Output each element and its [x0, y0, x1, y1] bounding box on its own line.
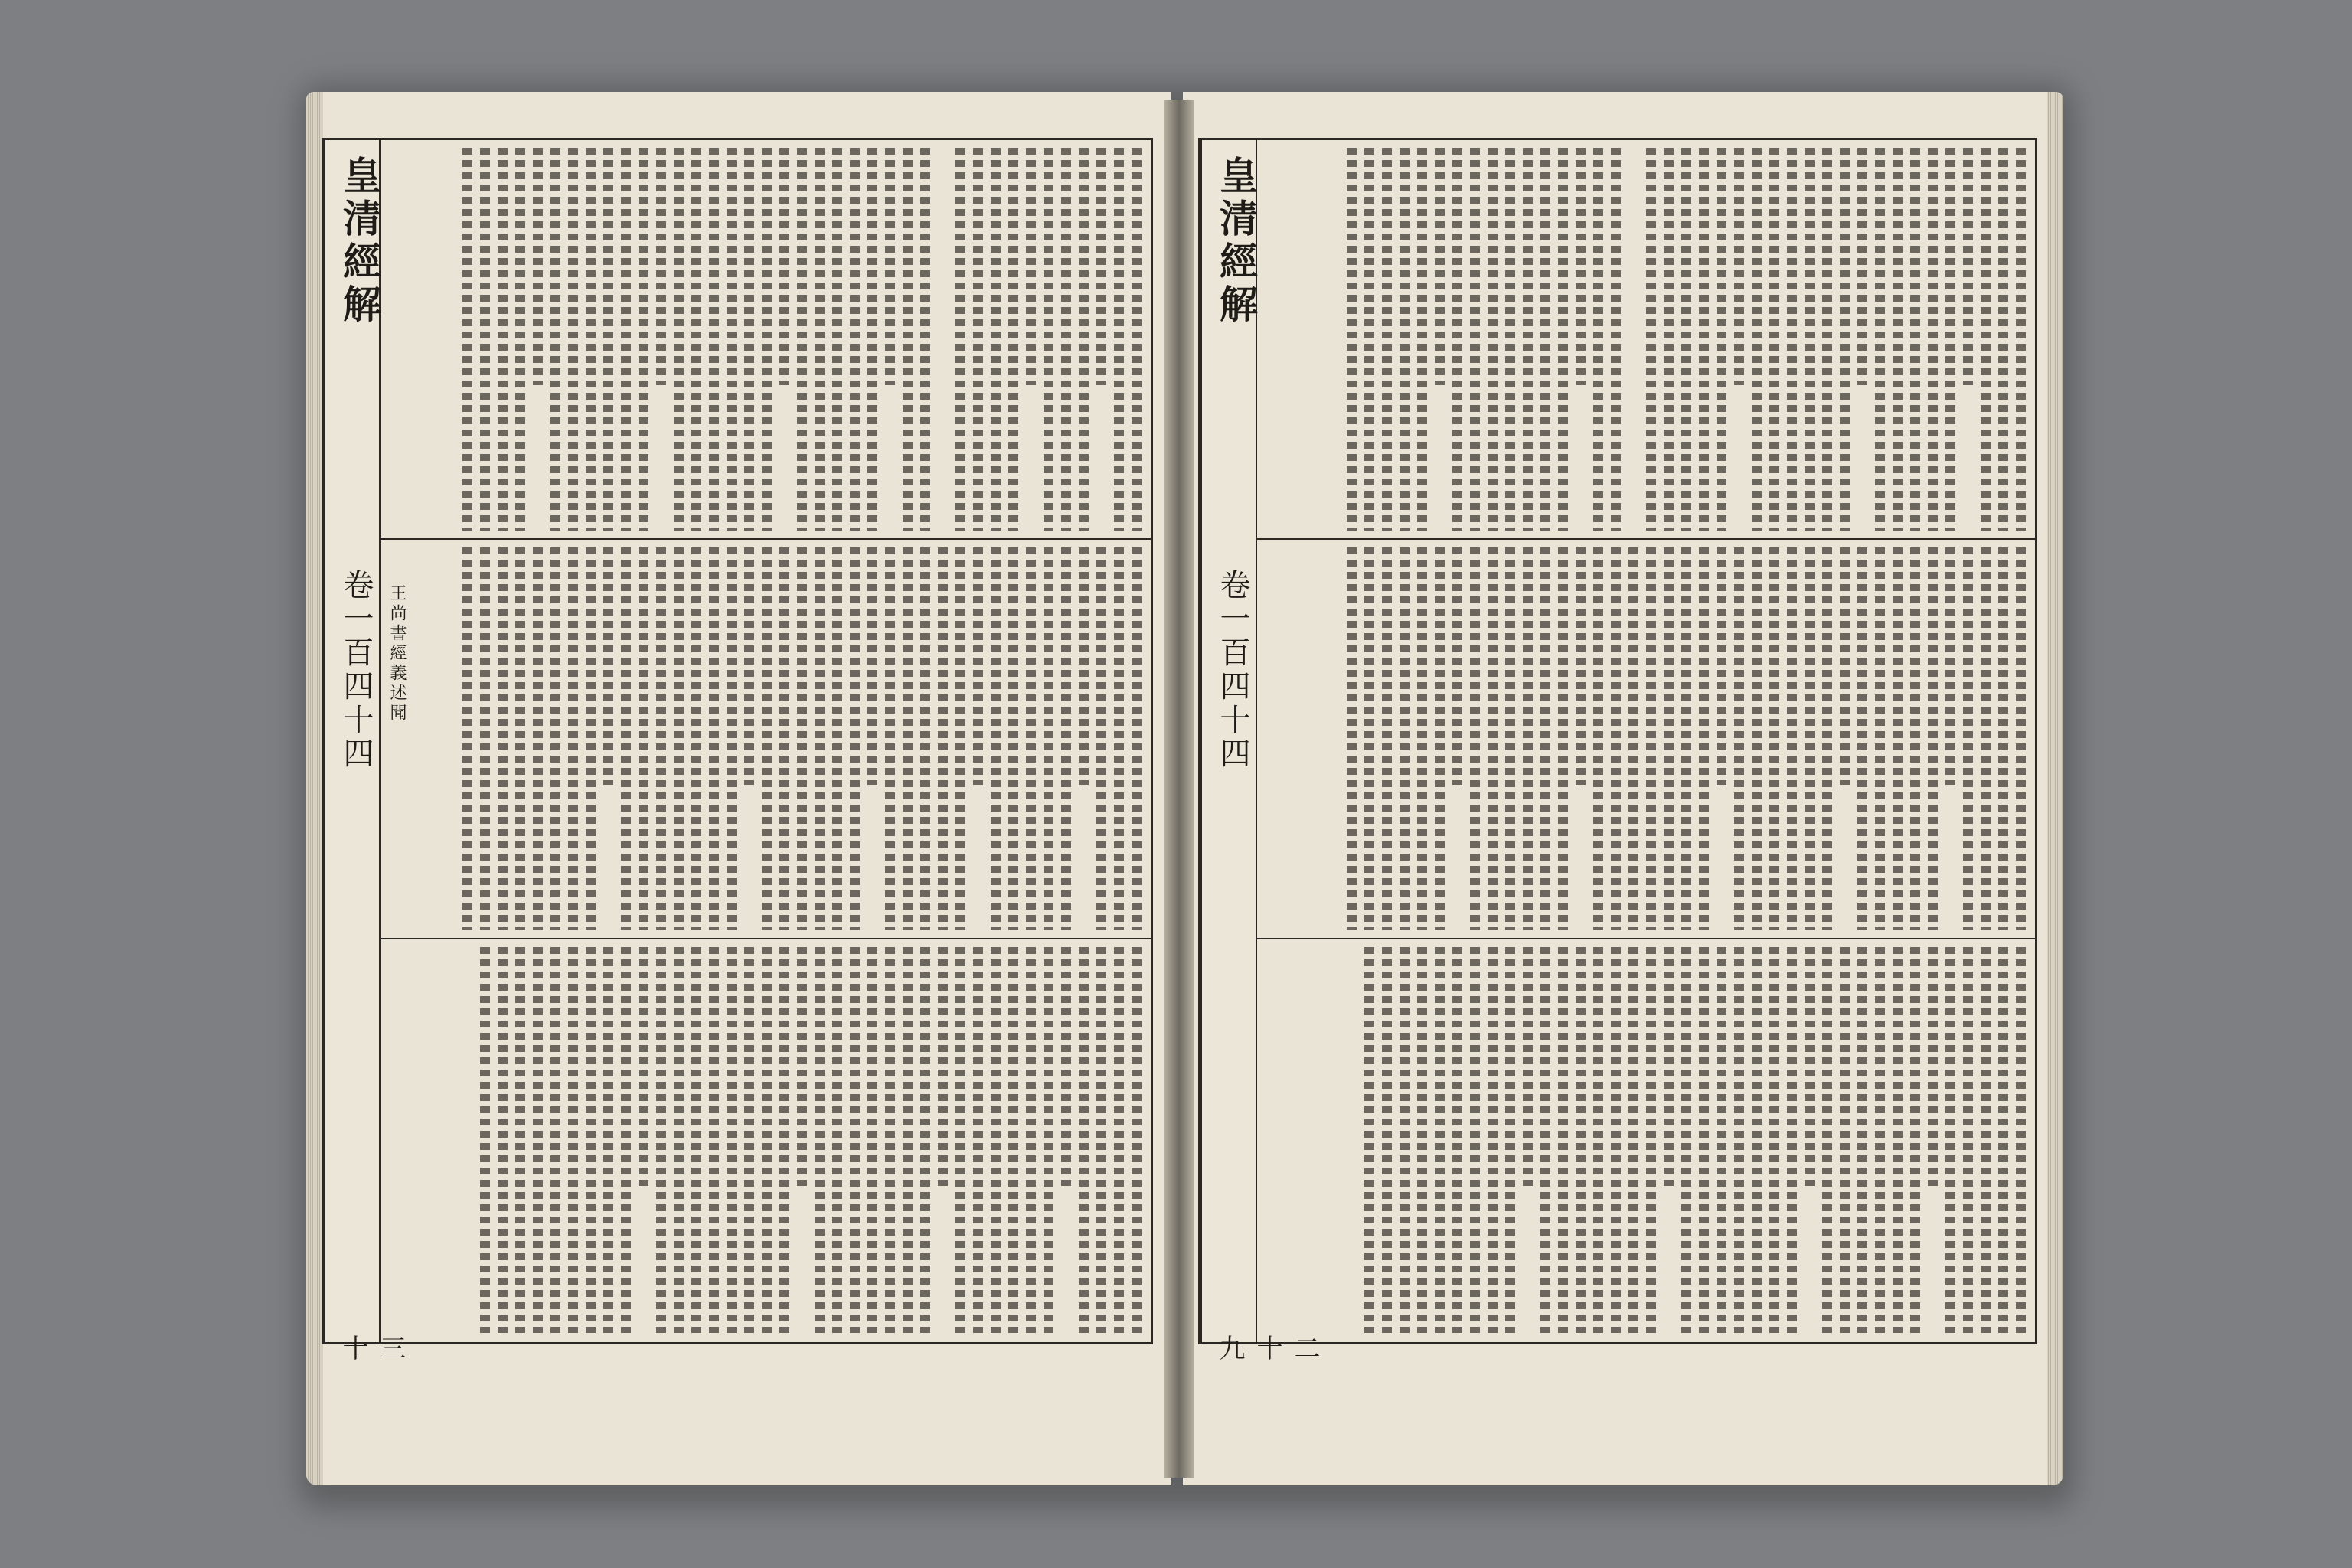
left-text-frame [322, 138, 1153, 1361]
book-subtitle: 王尚書經義述聞 [387, 584, 407, 724]
text-columns [393, 547, 1142, 930]
text-columns [393, 947, 1142, 1333]
left-band-top [324, 140, 1151, 540]
right-title-strip [1200, 140, 1320, 1361]
running-head: 皇清經解 [1214, 155, 1259, 327]
book-gutter [1164, 100, 1194, 1478]
running-head: 皇清經解 [337, 155, 382, 327]
left-band-bottom [324, 939, 1151, 1341]
right-band-bottom [1200, 939, 2035, 1341]
right-text-frame [1198, 138, 2037, 1361]
text-columns [1269, 148, 2026, 531]
right-band-middle [1200, 540, 2035, 939]
volume-number: 卷一百四十四 [1215, 569, 1250, 771]
right-band-top [1200, 140, 2035, 540]
volume-number: 卷一百四十四 [338, 569, 374, 771]
page-edges-left [306, 92, 323, 1485]
text-columns [1269, 947, 2026, 1333]
page-edges-right [2047, 92, 2063, 1485]
folio-number: 二十九 [1214, 1334, 1320, 1361]
text-columns [393, 148, 1142, 531]
text-columns [1269, 547, 2026, 930]
folio-number: 三十 [338, 1334, 406, 1361]
left-band-middle [324, 540, 1151, 939]
